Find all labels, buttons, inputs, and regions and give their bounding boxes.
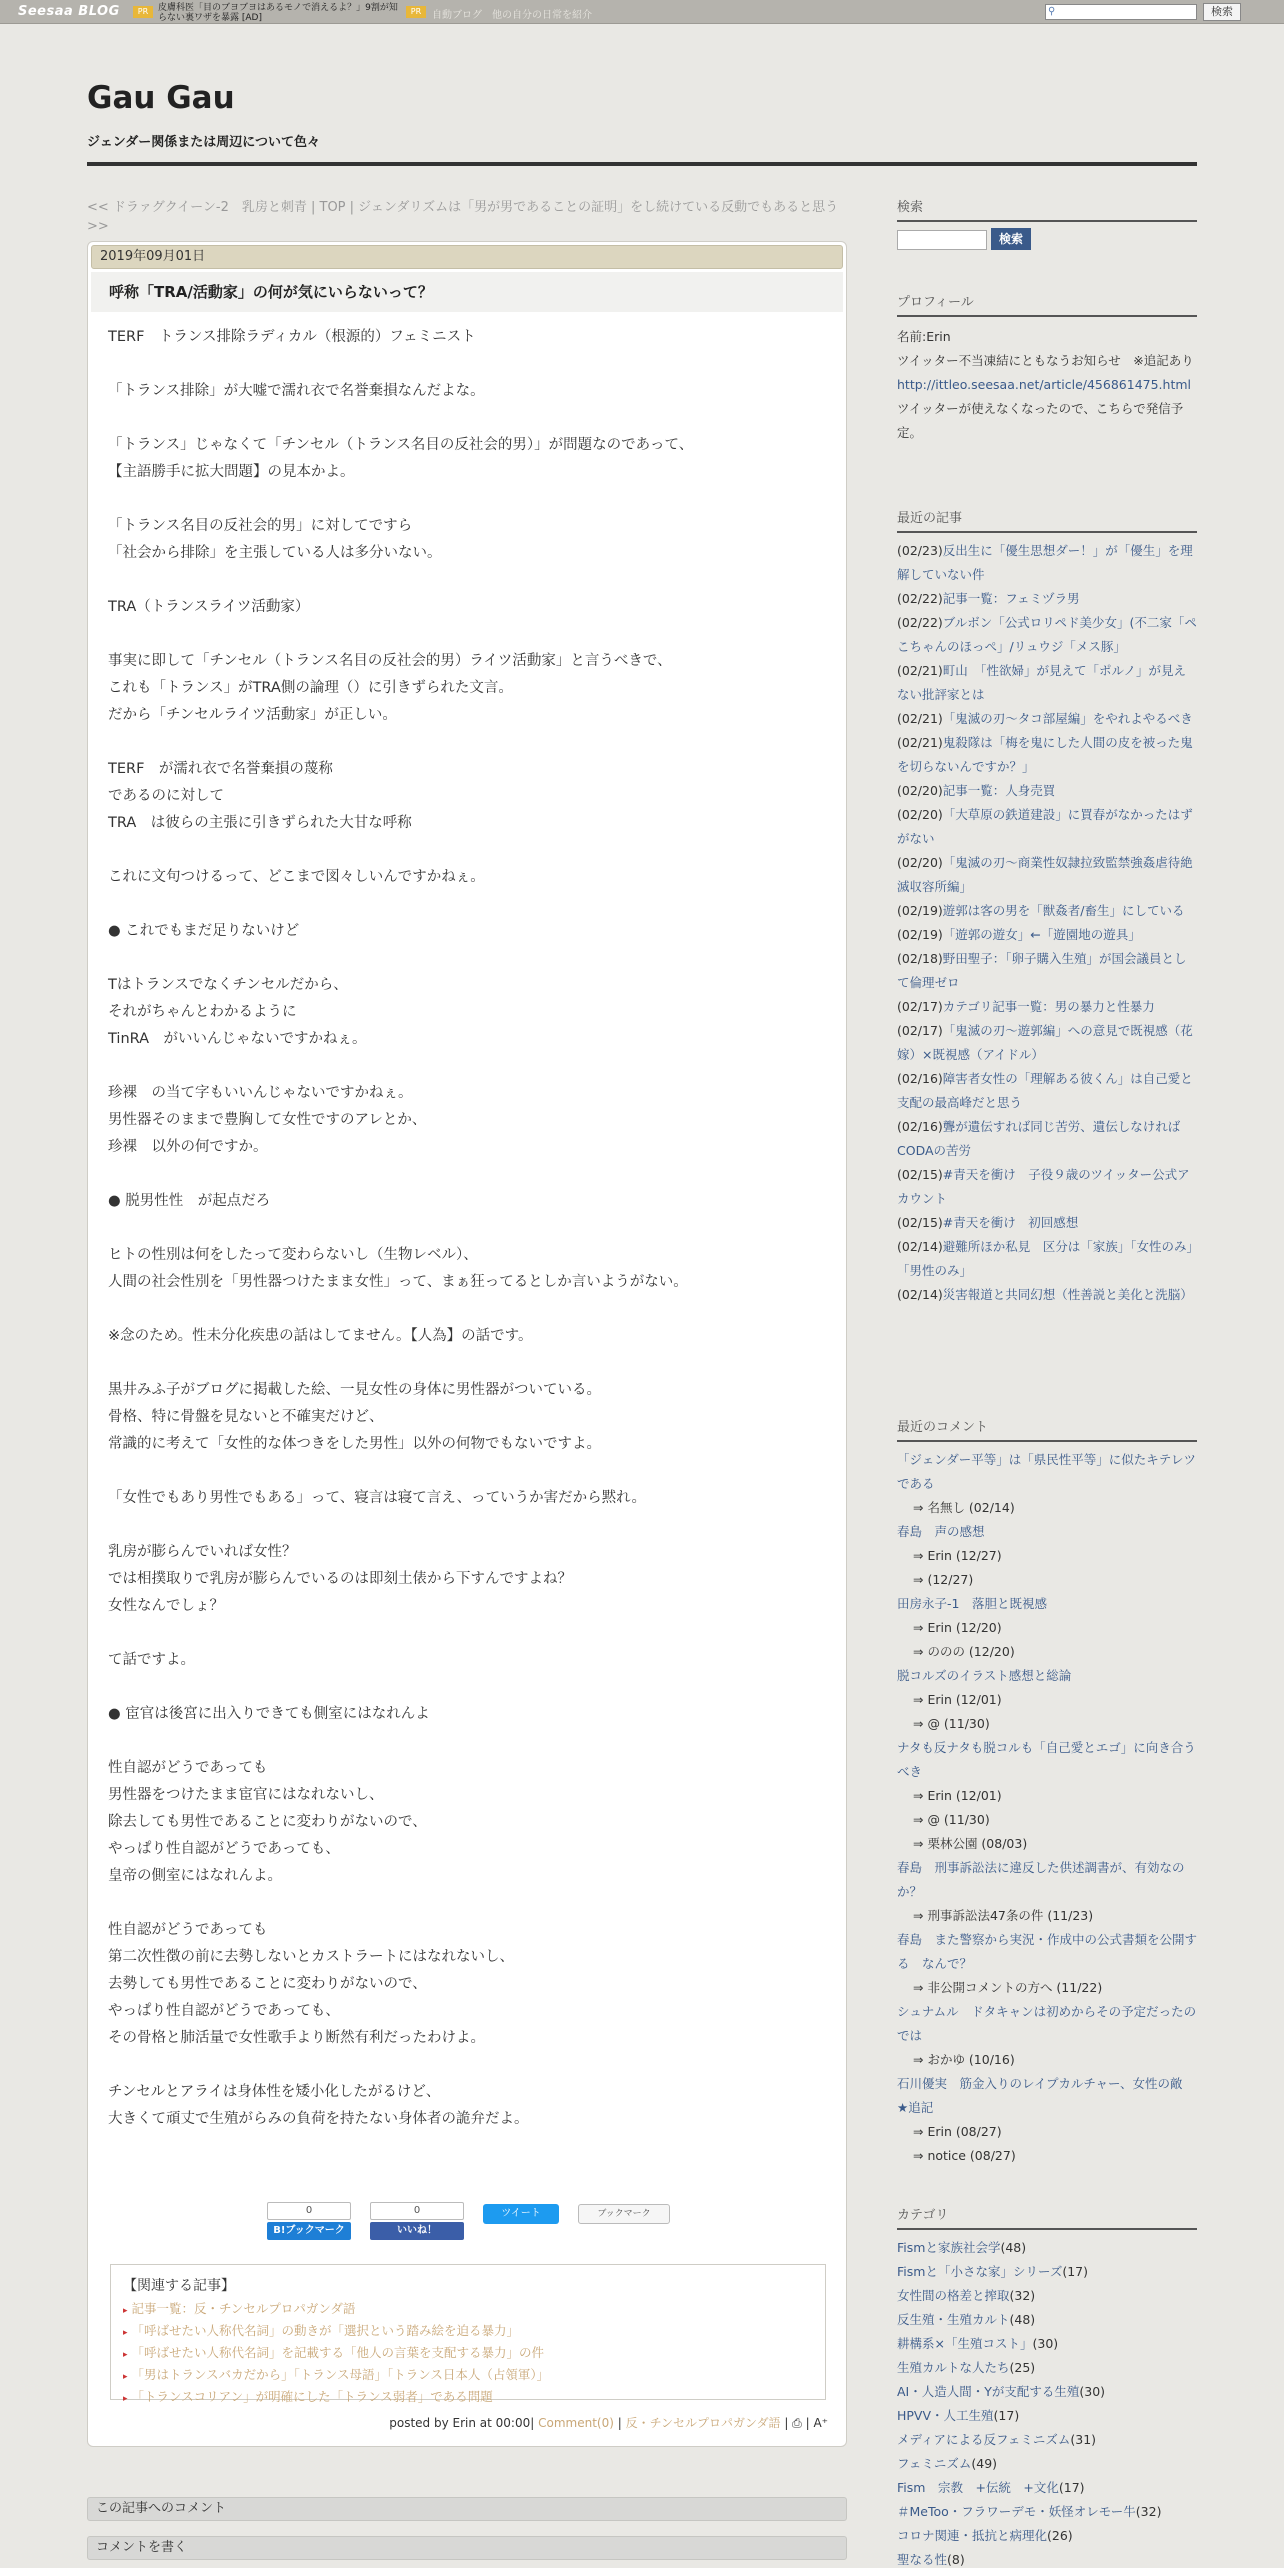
body-line: 乳房が膨らんでいれば女性？ xyxy=(108,1544,297,1560)
recent-article-date: (02/20) xyxy=(897,807,943,822)
body-blank-line xyxy=(108,486,828,513)
category-link[interactable]: 聖なる性 xyxy=(897,2552,948,2567)
seesaa-logo[interactable]: Seesaa BLOG xyxy=(18,4,120,19)
category-item xyxy=(897,2524,1197,2548)
recent-article-date: (02/19) xyxy=(897,927,943,942)
body-blank-line xyxy=(108,621,828,648)
comment-author[interactable]: ⇒ 非公開コメントの方へ (11/22) xyxy=(913,1980,1103,1995)
sidebar-profile xyxy=(897,293,1197,445)
recent-article-date: (02/19) xyxy=(897,903,943,918)
category-count: (17) xyxy=(1062,2264,1088,2279)
recent-article-item xyxy=(897,731,1197,779)
body-line: であるのに対して xyxy=(108,788,224,804)
recent-article-item xyxy=(897,587,1197,611)
recent-articles-heading: 最近の記事 xyxy=(897,509,1197,533)
body-line: 「トランス」じゃなくて「チンセル（トランス名目の反社会的男）」が問題なのであって、 xyxy=(108,437,694,453)
comment-author[interactable]: ⇒ 名無し (02/14) xyxy=(913,1500,1015,1515)
comment-article-link[interactable]: 春島 また警察から実況・作成中の公式書類を公開する なんで？ xyxy=(897,1932,1198,1971)
body-line: ● 脱男性性 が起点だろ xyxy=(108,1193,271,1209)
body-line: 性自認がどうであっても xyxy=(108,1760,268,1776)
category-link[interactable]: Fismと「小さな家」シリーズ xyxy=(897,2264,1063,2279)
categories-list xyxy=(897,2236,1197,2568)
category-count: (32) xyxy=(1009,2288,1036,2303)
body-line: TRA（トランスライツ活動家） xyxy=(108,599,310,615)
category-link[interactable]: AI・人造人間・Yが支配する生殖 xyxy=(897,2384,1080,2399)
comment-author[interactable]: ⇒ @ (11/30) xyxy=(913,1812,990,1827)
recent-article-link[interactable]: #青天を衝け 初回感想 xyxy=(942,1215,1079,1230)
comment-author[interactable]: ⇒ Erin (12/01) xyxy=(913,1788,1002,1803)
comment-author[interactable]: ⇒ おかゆ (10/16) xyxy=(913,2052,1015,2067)
body-blank-line xyxy=(108,1053,828,1080)
body-blank-line xyxy=(108,945,828,972)
recent-article-date: (02/21) xyxy=(897,735,943,750)
body-blank-line xyxy=(108,1161,828,1188)
body-line: 大きくて頑丈で生殖がらみの負荷を持たない身体者の詭弁だよ。 xyxy=(108,2111,529,2127)
comment-article-link[interactable]: 春島 声の感想 xyxy=(897,1524,985,1539)
comment-author[interactable]: ⇒ Erin (12/01) xyxy=(913,1692,1002,1707)
body-line: 男性器をつけたまま宦官にはなれないし、 xyxy=(108,1787,384,1803)
recent-article-item xyxy=(897,779,1197,803)
recent-article-item xyxy=(897,995,1197,1019)
hatena-bookmark-button[interactable]: B!ブックマーク xyxy=(267,2222,351,2240)
category-item xyxy=(897,2236,1197,2260)
body-blank-line xyxy=(108,567,828,594)
body-blank-line xyxy=(108,1674,828,1701)
body-line: TERF トランス排除ラディカル（根源的）フェミニスト xyxy=(108,329,476,345)
category-link[interactable]: フェミニズム xyxy=(897,2456,972,2471)
category-count: (48) xyxy=(1009,2312,1036,2327)
category-item xyxy=(897,2356,1197,2380)
recent-article-link[interactable]: 「遊郭の遊女」←「遊園地の遊具」 xyxy=(942,927,1141,942)
comment-author[interactable]: ⇒ Erin (12/27) xyxy=(913,1548,1002,1563)
body-line: 「トランス名目の反社会的男」に対してですら xyxy=(108,518,413,534)
comment-article-link[interactable]: ナタも反ナタも脱コルも「自己愛とエゴ」に向き合うべき xyxy=(897,1740,1196,1779)
related-item[interactable] xyxy=(123,2365,813,2387)
recent-article-date: (02/15) xyxy=(897,1215,943,1230)
recent-article-date: (02/15) xyxy=(897,1167,943,1182)
category-count: (48) xyxy=(1000,2240,1027,2255)
body-line: やっぱり性自認がどうであっても、 xyxy=(108,2003,340,2019)
profile-link[interactable]: http://ittleo.seesaa.net/article/456861475.html xyxy=(897,377,1192,392)
related-list xyxy=(123,2299,813,2409)
comment-article-link[interactable]: 脱コルズのイラスト感想と総論 xyxy=(897,1668,1072,1683)
seesaa-topbar xyxy=(0,0,1284,24)
nav-separator: | xyxy=(345,200,359,215)
body-line: これも「トランス」がTRA側の論理（）に引きずられた文言。 xyxy=(108,680,513,696)
recent-article-link[interactable]: 鬼殺隊は「梅を鬼にした人間の皮を被った鬼を切らないんですか？」 xyxy=(897,735,1193,774)
recent-article-item xyxy=(897,1115,1197,1163)
profile-name: 名前:Erin xyxy=(897,329,951,344)
recent-article-date: (02/20) xyxy=(897,783,943,798)
search-heading: 検索 xyxy=(897,198,1197,222)
article-date: 2019年09月01日 xyxy=(91,245,843,269)
body-blank-line xyxy=(108,1215,828,1242)
category-item xyxy=(897,2308,1197,2332)
recent-article-link[interactable]: 記事一覧：人身売買 xyxy=(942,783,1056,798)
category-count: (32) xyxy=(1135,2504,1162,2519)
related-item[interactable] xyxy=(123,2321,813,2343)
related-title: 【関連する記事】 xyxy=(123,2278,235,2294)
body-line: では相撲取りで乳房が膨らんでいるのは即刻土俵から下すんですよね？ xyxy=(108,1571,572,1587)
comments-header: この記事へのコメント xyxy=(87,2497,847,2521)
article-title[interactable]: 呼称「TRA/活動家」の何が気にいらないって？ xyxy=(91,272,843,312)
recent-article-link[interactable]: 「鬼滅の刃～商業性奴隷拉致監禁強姦虐待絶滅収容所編」 xyxy=(897,855,1193,894)
comment-article-item xyxy=(897,1856,1197,1904)
site-title[interactable]: Gau Gau xyxy=(87,80,235,116)
article xyxy=(87,241,847,2447)
recent-article-date: (02/14) xyxy=(897,1287,943,1302)
category-link[interactable]: HPVV・人工生殖 xyxy=(897,2408,994,2423)
category-link[interactable]: 耕構系×「生殖コスト」 xyxy=(897,2336,1033,2351)
body-line: 「女性でもあり男性でもある」って、寝言は寝て言え、っていうか害だから黙れ。 xyxy=(108,1490,646,1506)
comment-author[interactable]: ⇒ notice (08/27) xyxy=(913,2148,1016,2163)
recent-article-item xyxy=(897,1067,1197,1115)
hatena-count: 0 xyxy=(267,2202,351,2220)
sidebar-search-button[interactable]: 検索 xyxy=(991,228,1031,250)
site-description: ジェンダー関係または周辺について色々 xyxy=(87,135,320,150)
related-articles xyxy=(110,2264,826,2404)
related-link[interactable]: 記事一覧：反・チンセルプロパガンダ語 xyxy=(131,2301,356,2316)
comment-article-item xyxy=(897,1664,1197,1688)
sidebar-search-input[interactable] xyxy=(897,230,987,250)
category-count: (17) xyxy=(1058,2480,1085,2495)
recent-article-item xyxy=(897,1211,1197,1235)
category-item xyxy=(897,2380,1197,2404)
pr-badge-2: PR xyxy=(406,6,426,18)
body-blank-line xyxy=(108,837,828,864)
recent-article-date: (02/17) xyxy=(897,1023,943,1038)
recent-article-date: (02/20) xyxy=(897,855,943,870)
category-item xyxy=(897,2428,1197,2452)
comment-article-item xyxy=(897,2072,1197,2120)
related-item[interactable] xyxy=(123,2343,813,2365)
category-link[interactable]: 生殖カルトな人たち xyxy=(897,2360,1010,2375)
category-count: (30) xyxy=(1032,2336,1059,2351)
bookmark-button[interactable]: ブックマーク xyxy=(578,2204,670,2224)
comment-article-item xyxy=(897,1928,1197,1976)
comment-article-link[interactable]: 春島 刑事訴訟法に違反した供述調書が、有効なのか？ xyxy=(897,1860,1185,1899)
body-blank-line xyxy=(108,2052,828,2079)
category-item xyxy=(897,2476,1197,2500)
body-line: 黒井みふ子がブログに掲載した絵、一見女性の身体に男性器がついている。 xyxy=(108,1382,601,1398)
recent-article-item xyxy=(897,1019,1197,1067)
comment-article-item xyxy=(897,1592,1197,1616)
related-item[interactable] xyxy=(123,2387,813,2409)
body-line: 「トランス排除」が大嘘で濡れ衣で名誉棄損なんだよな。 xyxy=(108,383,485,399)
recent-article-date: (02/22) xyxy=(897,591,943,606)
recent-article-item xyxy=(897,1235,1197,1283)
body-blank-line xyxy=(108,891,828,918)
body-line: 珍裸 の当て字もいいんじゃないですかねぇ。 xyxy=(108,1085,413,1101)
category-item xyxy=(897,2332,1197,2356)
comment-author[interactable]: ⇒ Erin (08/27) xyxy=(913,2124,1002,2139)
body-line: 骨格、特に骨盤を見ないと不確実だけど、 xyxy=(108,1409,384,1425)
body-line: 去勢しても男性であることに変わりがないので、 xyxy=(108,1976,427,1992)
recent-article-date: (02/22) xyxy=(897,615,943,630)
recent-article-date: (02/16) xyxy=(897,1119,943,1134)
recent-article-date: (02/23) xyxy=(897,543,943,558)
body-blank-line xyxy=(108,1890,828,1917)
comment-author[interactable]: ⇒ @ (11/30) xyxy=(913,1716,990,1731)
nav-separator: | xyxy=(306,200,320,215)
comment-article-link[interactable]: 石川優実 筋金入りのレイプカルチャー、女性の敵 ★追記 xyxy=(897,2076,1196,2115)
recent-article-item xyxy=(897,1163,1197,1211)
comment-article-item xyxy=(897,1736,1197,1784)
body-blank-line xyxy=(108,405,828,432)
body-line: て話ですよ。 xyxy=(108,1652,195,1668)
print-icon[interactable]: ⎙ xyxy=(792,2416,802,2430)
recent-article-link[interactable]: 「鬼滅の刃～遊郭編」への意見で既視感（花嫁）×既視感（アイドル） xyxy=(897,1023,1193,1062)
body-line: TRA は彼らの主張に引きずられた大甘な呼称 xyxy=(108,815,412,831)
related-link[interactable]: 「呼ばせたい人称代名詞」の動きが「選択という踏み絵を迫る暴力」 xyxy=(131,2323,520,2338)
prev-article-link[interactable]: << ドラァグクイーン-2 乳房と刺青 xyxy=(87,200,307,215)
category-count: (49) xyxy=(971,2456,998,2471)
category-item xyxy=(897,2500,1197,2524)
categories-heading: カテゴリ xyxy=(897,2206,1197,2230)
recent-article-link[interactable]: #青天を衝け 子役９歳のツイッター公式アカウント xyxy=(897,1167,1190,1206)
bullet-icon: ▸ xyxy=(123,2394,128,2404)
body-line: 皇帝の側室にはなれんよ。 xyxy=(108,1868,282,1884)
recent-comments-heading: 最近のコメント xyxy=(897,1418,1197,1442)
recent-article-link[interactable]: カテゴリ記事一覧：男の暴力と性暴力 xyxy=(942,999,1155,1014)
category-link[interactable]: 反生殖・生殖カルト xyxy=(897,2312,1010,2327)
recent-article-item xyxy=(897,707,1197,731)
body-line: TERF が濡れ衣で名誉棄損の蔑称 xyxy=(108,761,333,777)
body-line: その骨格と肺活量で女性歌手より断然有利だったわけよ。 xyxy=(108,2030,485,2046)
sidebar-categories xyxy=(897,2206,1197,2568)
recent-article-link[interactable]: 障害者女性の「理解ある彼くん」は自己愛と支配の最高峰だと思う xyxy=(897,1071,1193,1110)
related-item[interactable] xyxy=(123,2299,813,2321)
recent-article-link[interactable]: 町山 「性欲婦」が見えて「ポルノ」が見えない批評家とは xyxy=(897,663,1187,702)
category-link[interactable]: Fismと家族社会学 xyxy=(897,2240,1001,2255)
topbar-search-button[interactable]: 検索 xyxy=(1203,3,1241,21)
facebook-like-button[interactable]: いいね！ xyxy=(370,2222,464,2240)
body-line: 性自認がどうであっても xyxy=(108,1922,268,1938)
sidebar-recent-comments xyxy=(897,1418,1197,2168)
recent-article-link[interactable]: 「鬼滅の刃～タコ部屋編」をやれよやるべき xyxy=(942,711,1193,726)
recent-article-item xyxy=(897,851,1197,899)
body-line: ● これでもまだ足りないけど xyxy=(108,923,300,939)
category-link[interactable]: 女性間の格差と搾取 xyxy=(897,2288,1010,2303)
body-line: 女性なんでしょ？ xyxy=(108,1598,224,1614)
body-line: 人間の社会性別を「男性器つけたまま女性」って、まぁ狂ってるとしか言いようがない。 xyxy=(108,1274,688,1290)
recent-article-item xyxy=(897,611,1197,659)
body-line: TinRA がいいんじゃないですかねぇ。 xyxy=(108,1031,367,1047)
comment-article-link[interactable]: 田房永子-1 落胆と既視感 xyxy=(897,1596,1047,1611)
body-line: ● 宦官は後宮に出入りできても側室にはなれんよ xyxy=(108,1706,430,1722)
recent-articles-list xyxy=(897,539,1197,1307)
category-link[interactable]: ＃MeToo・フラワーデモ・妖怪オレモー牛 xyxy=(897,2504,1136,2519)
recent-article-link[interactable]: 反出生に「優生思想ダー！」が「優生」を理解していない件 xyxy=(897,543,1193,582)
body-line: 除去しても男性であることに変わりがないので、 xyxy=(108,1814,427,1830)
write-comment-header[interactable]: コメントを書く xyxy=(87,2536,847,2560)
body-line: チンセルとアライは身体性を矮小化したがるけど、 xyxy=(108,2084,441,2100)
body-line: これに文句つけるって、どこまで図々しいんですかねぇ。 xyxy=(108,869,485,885)
profile-note-2: ツイッターが使えなくなったので、こちらで発信予定。 xyxy=(897,401,1184,440)
recent-article-link[interactable]: 災害報道と共同幻想（性善説と美化と洗脳） xyxy=(942,1287,1193,1302)
bullet-icon: ▸ xyxy=(123,2372,128,2382)
recent-article-date: (02/17) xyxy=(897,999,943,1014)
recent-article-item xyxy=(897,539,1197,587)
post-footer: posted by Erin at 00:00| Comment(0) | 反・チンセルプロパガンダ語 | ⎙ | A⁺ xyxy=(389,2416,828,2430)
recent-article-link[interactable]: ブルボン「公式ロリペド美少女」(不二家「ペこちゃんのほっぺ」/リュウジ「メス豚」 xyxy=(897,615,1197,654)
profile-heading: プロフィール xyxy=(897,293,1197,317)
pr-badge: PR xyxy=(133,6,153,18)
body-line: だから「チンセルライツ活動家」が正しい。 xyxy=(108,707,397,723)
search-icon: ⚲ xyxy=(1048,6,1056,17)
bullet-icon: ▸ xyxy=(123,2306,128,2316)
body-line: 「社会から排除」を主張している人は多分いない。 xyxy=(108,545,442,561)
comment-article-link[interactable]: シュナムル ドタキャンは初めからその予定だったのでは xyxy=(897,2004,1197,2043)
recent-article-item xyxy=(897,803,1197,851)
body-line: 常識的に考えて「女性的な体つきをした男性」以外の何物でもないですよ。 xyxy=(108,1436,601,1452)
category-item xyxy=(897,2284,1197,2308)
text-size-icon[interactable]: A⁺ xyxy=(813,2416,828,2430)
category-item xyxy=(897,2260,1197,2284)
body-line: 第二次性徴の前に去勢しないとカストラートにはなれないし、 xyxy=(108,1949,514,1965)
header-divider xyxy=(87,162,1197,166)
tweet-button[interactable]: ツイート xyxy=(483,2204,559,2224)
category-link[interactable]: メディアによる反フェミニズム xyxy=(897,2432,1071,2447)
category-count: (25) xyxy=(1009,2360,1036,2375)
body-line: 【主語勝手に拡大問題】の見本かよ。 xyxy=(108,464,355,480)
body-line: 事実に即して「チンセル（トランス名目の反社会的男）ライツ活動家」と言うべきで、 xyxy=(108,653,672,669)
body-blank-line xyxy=(108,1728,828,1755)
category-item xyxy=(897,2548,1197,2568)
recent-article-item xyxy=(897,947,1197,995)
posted-by: posted by Erin at 00:00 xyxy=(389,2416,531,2430)
comment-article-link[interactable]: 「ジェンダー平等」は「県民性平等」に似たキテレツである xyxy=(897,1452,1197,1491)
recent-article-item xyxy=(897,899,1197,923)
recent-article-item xyxy=(897,659,1197,707)
recent-article-date: (02/21) xyxy=(897,711,943,726)
body-line: それがちゃんとわかるように xyxy=(108,1004,297,1020)
comment-author[interactable]: ⇒ Erin (12/20) xyxy=(913,1620,1002,1635)
hatena-bookmark-widget[interactable] xyxy=(267,2202,351,2242)
body-blank-line xyxy=(108,351,828,378)
body-blank-line xyxy=(108,1620,828,1647)
related-link[interactable]: 「男はトランスバカだから」「トランス母語」「トランス日本人（占領軍）」 xyxy=(131,2367,550,2382)
category-count: (8) xyxy=(947,2552,965,2567)
sidebar-search xyxy=(897,198,1197,246)
category-link[interactable]: コロナ関連・抵抗と病理化 xyxy=(897,2528,1048,2543)
recent-article-item xyxy=(897,923,1197,947)
bullet-icon: ▸ xyxy=(123,2350,128,2360)
category-link[interactable]: Fism 宗教 +伝統 +文化 xyxy=(897,2480,1059,2495)
body-line: ※念のため。性未分化疾患の話はしてません。【人為】の話です。 xyxy=(108,1328,533,1344)
recent-article-link[interactable]: 野田聖子：「卵子購入生殖」が国会議員として倫理ゼロ xyxy=(897,951,1187,990)
recent-article-link[interactable]: 遊郭は客の男を「獣姦者/畜生」にしている xyxy=(942,903,1185,918)
category-count: (17) xyxy=(993,2408,1020,2423)
article-body xyxy=(108,324,828,2133)
related-link[interactable]: 「トランスコリアン」が明確にした「トランス弱者」である問題 xyxy=(131,2389,493,2404)
comment-count-link[interactable]: Comment(0) xyxy=(538,2416,614,2430)
recent-article-link[interactable]: 避難所ほか私見 区分は「家族」「女性のみ」「男性のみ」 xyxy=(897,1239,1193,1278)
body-line: やっぱり性自認がどうであっても、 xyxy=(108,1841,340,1857)
facebook-like-widget[interactable] xyxy=(370,2202,464,2242)
topbar-search-input[interactable] xyxy=(1045,4,1197,20)
category-item xyxy=(897,2452,1197,2476)
comment-article-item xyxy=(897,2000,1197,2048)
ad-link[interactable]: 皮膚科医「目のブヨブヨはあるモノで消えるよ？」9割が知らない裏ワザを暴露 [AD] xyxy=(158,3,398,23)
recent-article-link[interactable]: 記事一覧：フェミヅラ男 xyxy=(942,591,1080,606)
body-blank-line xyxy=(108,1350,828,1377)
body-blank-line xyxy=(108,1458,828,1485)
comment-article-item xyxy=(897,1520,1197,1544)
body-blank-line xyxy=(108,729,828,756)
bullet-icon: ▸ xyxy=(123,2328,128,2338)
recent-article-date: (02/21) xyxy=(897,663,943,678)
recent-article-item xyxy=(897,1283,1197,1307)
comment-author[interactable]: ⇒ 刑事訴訟法47条の件 (11/23) xyxy=(913,1908,1094,1923)
body-line: ヒトの性別は何をしたって変わらないし（生物レベル）、 xyxy=(108,1247,478,1263)
recent-comments-list xyxy=(897,1448,1197,2168)
recent-article-link[interactable]: 「大草原の鉄道建設」に買春がなかったはずがない xyxy=(897,807,1193,846)
sidebar-recent-articles xyxy=(897,509,1197,1307)
ad-link-2[interactable]: 自動ブログ 他の自分の日常を紹介 xyxy=(432,10,592,21)
recent-article-link[interactable]: 聾が遺伝すれば同じ苦労、遺伝しなければCODAの苦労 xyxy=(897,1119,1181,1158)
comment-author[interactable]: ⇒ ののの (12/20) xyxy=(913,1644,1015,1659)
body-line: Tはトランスでなくチンセルだから、 xyxy=(108,977,348,993)
next-article-link[interactable]: ジェンダリズムは「男が男であることの証明」をし続けている反動でもあると思う >> xyxy=(87,200,839,234)
comment-author[interactable]: ⇒ 栗林公園 (08/03) xyxy=(913,1836,1028,1851)
category-count: (31) xyxy=(1070,2432,1097,2447)
category-link[interactable]: 反・チンセルプロパガンダ語 xyxy=(625,2416,781,2430)
comment-author[interactable]: ⇒ (12/27) xyxy=(913,1572,974,1587)
comment-article-item xyxy=(897,1448,1197,1496)
related-link[interactable]: 「呼ばせたい人称代名詞」を記載する「他人の言葉を支配する暴力」の件 xyxy=(131,2345,545,2360)
body-line: 珍裸 以外の何ですか。 xyxy=(108,1139,268,1155)
recent-article-date: (02/18) xyxy=(897,951,943,966)
recent-article-date: (02/14) xyxy=(897,1239,943,1254)
body-blank-line xyxy=(108,1512,828,1539)
profile-note: ツイッター不当凍結にともなうお知らせ ※追記あり xyxy=(897,353,1194,368)
article-nav xyxy=(87,198,847,236)
top-link[interactable]: TOP xyxy=(319,200,346,215)
category-count: (26) xyxy=(1047,2528,1073,2543)
body-blank-line xyxy=(108,1296,828,1323)
recent-article-date: (02/16) xyxy=(897,1071,943,1086)
category-count: (30) xyxy=(1079,2384,1106,2399)
category-item xyxy=(897,2404,1197,2428)
body-line: 男性器そのままで豊胸して女性ですのアレとか、 xyxy=(108,1112,427,1128)
facebook-count: 0 xyxy=(370,2202,464,2220)
